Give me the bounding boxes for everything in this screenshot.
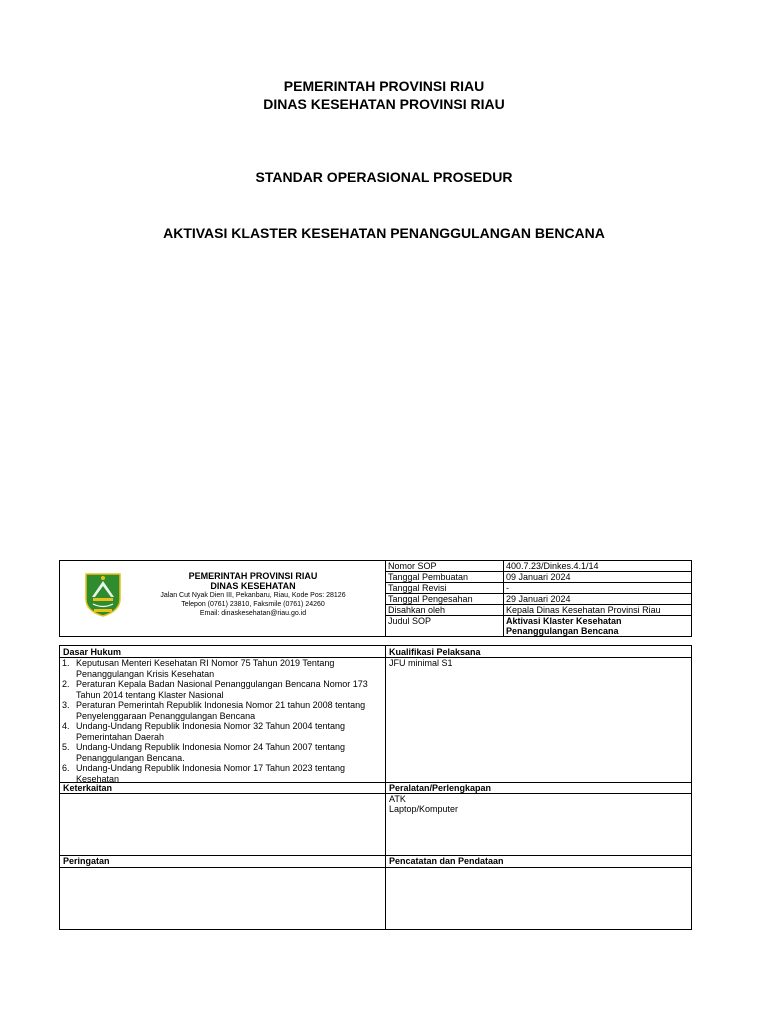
field-label: Tanggal Pembuatan (388, 572, 469, 582)
field-value (506, 616, 622, 636)
list-item: 4. Undang-Undang Republik Indonesia Nomor 32 Tahun 2004 tentang Pemerintahan Daerah (62, 721, 346, 742)
field-row-tanggal-revisi (386, 583, 691, 594)
field-label: Disahkan oleh (388, 605, 446, 615)
sop-metadata (386, 561, 691, 636)
org-email: Email: dinaskesehatan@riau.go.id (199, 610, 307, 617)
field-value: - (506, 583, 509, 593)
org-phone: Telepon (0761) 23810, Faksmile (0761) 24260 (181, 601, 325, 608)
peringatan-label: Peringatan (63, 856, 110, 866)
document-title: AKTIVASI KLASTER KESEHATAN PENANGGULANGAN BENCANA (163, 225, 605, 241)
peralatan-item: Laptop/Komputer (389, 804, 459, 814)
cover-title-line1: PEMERINTAH PROVINSI RIAU (283, 78, 485, 94)
organization-block (60, 561, 386, 636)
cover-title-line2: DINAS KESEHATAN PROVINSI RIAU (263, 96, 505, 112)
list-item: 1. Keputusan Menteri Kesehatan RI Nomor 75 Tahun 2019 Tentang Penanggulangan Krisis Kesehatan (62, 658, 335, 679)
peralatan-item: ATK (389, 794, 406, 804)
org-address: Jalan Cut Nyak Dien III, Pekanbaru, Riau, Kode Pos: 28126 (160, 592, 346, 599)
organization-info (122, 571, 384, 618)
dasar-hukum-label: Dasar Hukum (63, 647, 122, 657)
field-value: Kepala Dinas Kesehatan Provinsi Riau (506, 605, 661, 615)
org-name-line1: PEMERINTAH PROVINSI RIAU (188, 571, 318, 581)
peralatan-label: Peralatan/Perlengkapan (389, 783, 492, 793)
field-label: Tanggal Revisi (388, 583, 447, 593)
field-label: Judul SOP (388, 616, 432, 626)
list-item: 3. Peraturan Pemerintah Republik Indonesia Nomor 21 tahun 2008 tentang Penyelenggaraan Penanggulangan Bencana (62, 700, 366, 721)
legal-basis-list (60, 658, 382, 784)
field-row-nomor-sop (386, 561, 691, 572)
field-value: 29 Januari 2024 (506, 594, 571, 604)
kualifikasi-value: JFU minimal S1 (389, 658, 453, 668)
field-row-disahkan-oleh (386, 605, 691, 616)
pencatatan-label: Pencatatan dan Pendataan (389, 856, 504, 866)
field-value: 09 Januari 2024 (506, 572, 571, 582)
judul-line2: Penanggulangan Bencana (506, 626, 619, 636)
judul-line1: Aktivasi Klaster Kesehatan (506, 616, 622, 626)
field-label: Tanggal Pengesahan (388, 594, 473, 604)
field-row-judul-sop (386, 616, 691, 636)
list-item: 5. Undang-Undang Republik Indonesia Nomor 24 Tahun 2007 tentang Penanggulangan Bencana. (62, 742, 346, 763)
field-value: 400.7.23/Dinkes.4.1/14 (506, 561, 599, 571)
keterkaitan-label: Keterkaitan (63, 783, 113, 793)
list-item: 6. Undang-Undang Republik Indonesia Nomor 17 Tahun 2023 tentang Kesehatan (62, 763, 346, 784)
sop-header-table (59, 560, 692, 637)
org-name-line2: DINAS KESEHATAN (210, 581, 296, 591)
field-label: Nomor SOP (388, 561, 437, 571)
sop-detail-table (59, 645, 692, 930)
field-row-tanggal-pengesahan (386, 594, 691, 605)
list-item: 2. Peraturan Kepala Badan Nasional Penanggulangan Bencana Nomor 173 Tahun 2014 tentang Klaster Nasional (62, 679, 368, 700)
field-row-tanggal-pembuatan (386, 572, 691, 583)
document-type: STANDAR OPERASIONAL PROSEDUR (255, 169, 513, 185)
kualifikasi-label: Kualifikasi Pelaksana (389, 647, 481, 657)
riau-province-emblem-icon (84, 571, 122, 617)
